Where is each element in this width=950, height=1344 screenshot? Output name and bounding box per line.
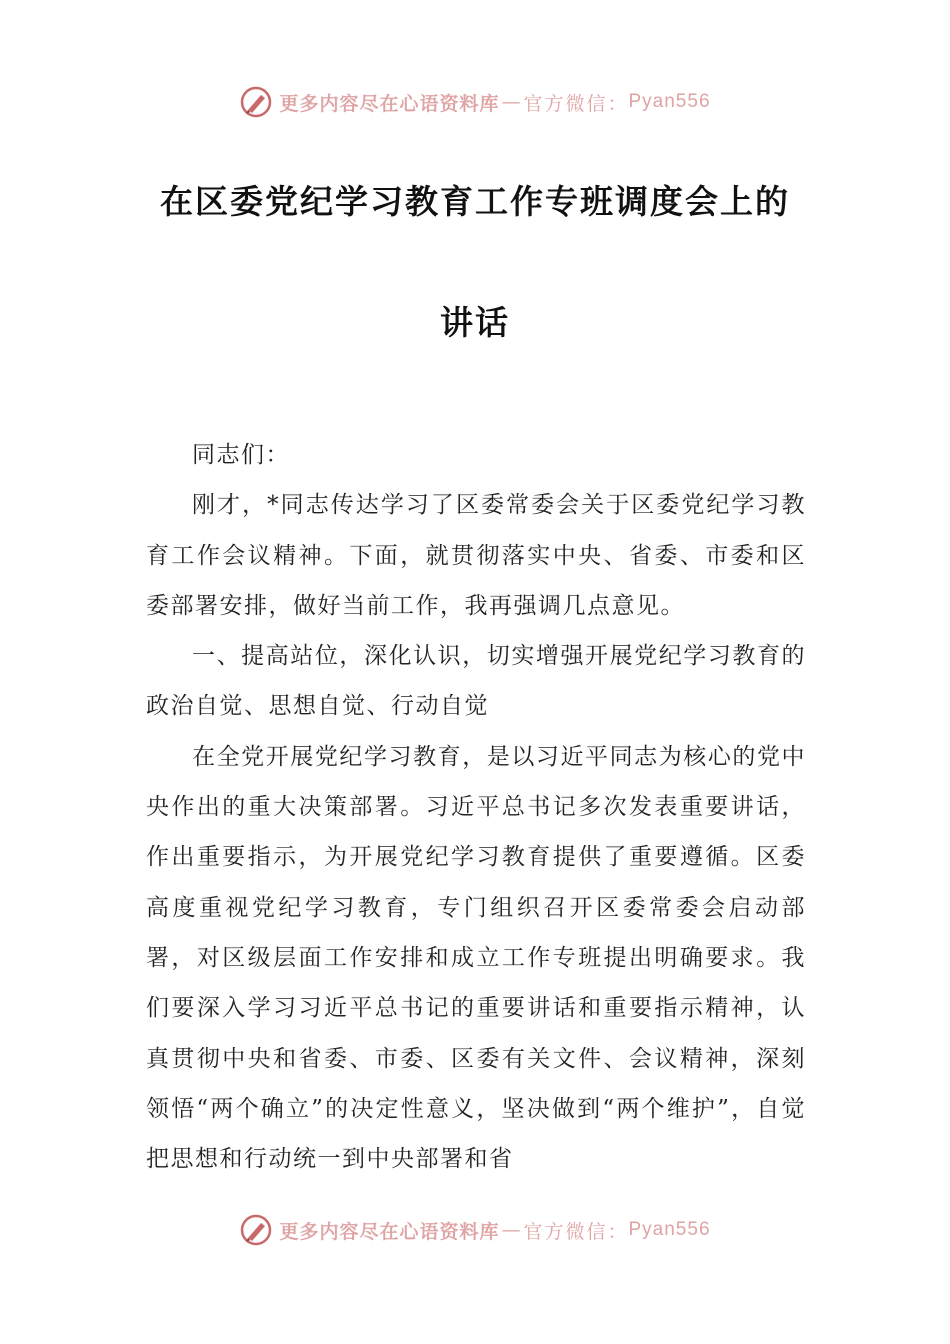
watermark-banner-bottom <box>0 1210 950 1250</box>
greeting: 同志们： <box>192 442 290 468</box>
watermark-separator: — <box>501 1219 522 1241</box>
watermark-account: Pyan556 <box>628 1219 711 1240</box>
body-paragraph: 刚才，*同志传达学习了区委常委会关于区委党纪学习教育工作会议精神。下面，就贯彻落实中央、省委、市委和区委部署安排，做好当前工作，我再强调几点意见。 <box>146 492 806 619</box>
document-title-line-2: 讲话 <box>440 303 510 342</box>
pen-logo-icon <box>239 85 273 119</box>
watermark-brand: 更多内容尽在心语资料库 <box>279 1220 500 1243</box>
document-body <box>146 430 806 1184</box>
watermark-wechat-label: 官方微信： <box>523 1220 629 1243</box>
watermark-brand: 更多内容尽在心语资料库 <box>279 92 500 115</box>
document-title-line-1: 在区委党纪学习教育工作专班调度会上的 <box>160 182 790 221</box>
section-heading: 一、提高站位，深化认识，切实增强开展党纪学习教育的政治自觉、思想自觉、行动自觉 <box>146 643 806 720</box>
watermark-wechat-label: 官方微信： <box>523 92 629 115</box>
watermark-banner-top <box>0 82 950 122</box>
watermark-separator: — <box>501 91 522 113</box>
pen-logo-icon <box>239 1213 273 1247</box>
body-paragraph: 在全党开展党纪学习教育，是以习近平同志为核心的党中央作出的重大决策部署。习近平总书记多次发表重要讲话，作出重要指示，为开展党纪学习教育提供了重要遵循。区委高度重视党纪学习教育，专门组织召开区委常委会启动部署，对区级层面工作安排和成立工作专班提出明确要求。我们要深入学习习近平总书记的重要讲话和重要指示精神，认真贯彻中央和省委、市委、区委有关文件、会议精神，深刻领悟“两个确立”的决定性意义，坚决做到“两个维护”，自觉把思想和行动统一到中央部署和省 <box>146 743 806 1173</box>
watermark-account: Pyan556 <box>628 91 711 112</box>
